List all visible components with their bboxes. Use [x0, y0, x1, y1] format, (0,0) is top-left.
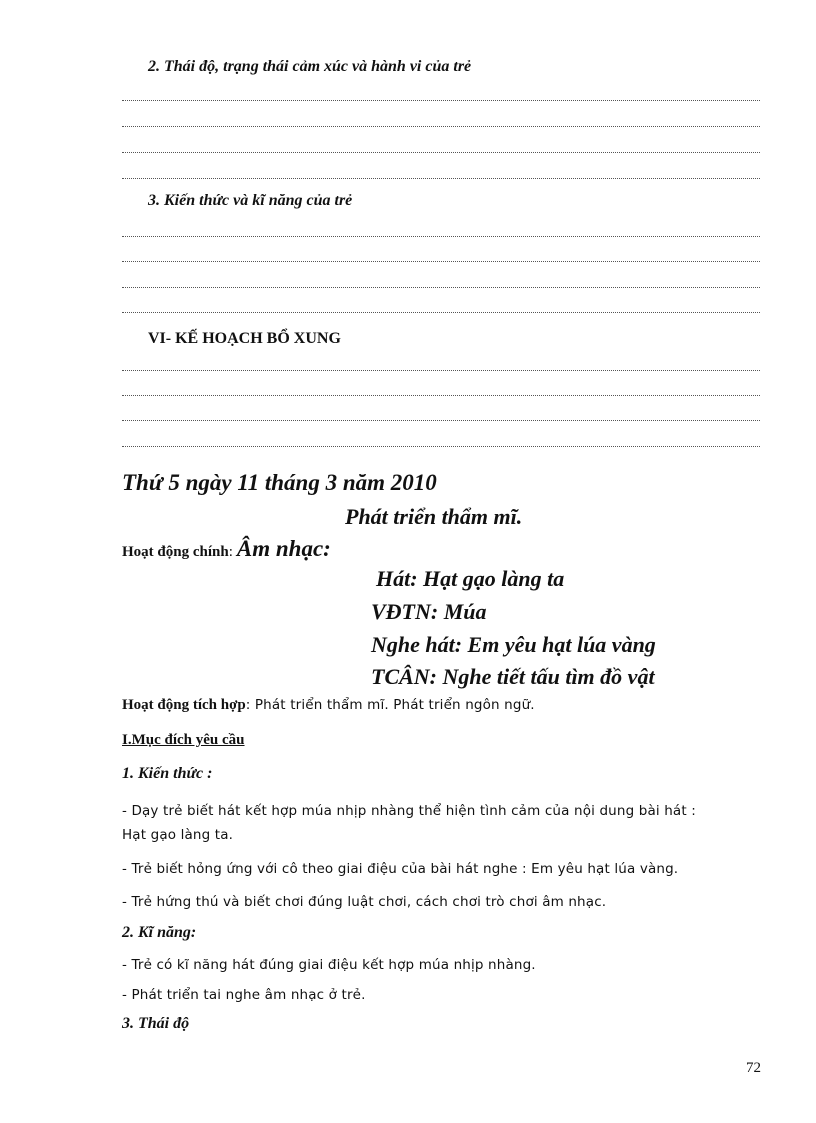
dotted-line	[122, 420, 760, 421]
dotted-line	[122, 126, 760, 127]
lesson-domain: Phát triển thẩm mĩ.	[345, 504, 523, 529]
integrated-activity-value: : Phát triển thẩm mĩ. Phát triển ngôn ngữ.	[245, 697, 535, 713]
dotted-line	[122, 312, 760, 313]
dotted-line	[122, 370, 760, 371]
skills-item: - Phát triển tai nghe âm nhạc ở trẻ.	[122, 987, 366, 1003]
section-6-title: VI- KẾ HOẠCH BỔ XUNG	[148, 330, 341, 347]
activity-item: VĐTN: Múa	[371, 599, 487, 624]
knowledge-item: - Trẻ biết hỏng ứng với cô theo giai điệu của bài hát nghe : Em yêu hạt lúa vàng.	[122, 861, 679, 877]
main-activity-value: Âm nhạc:	[236, 536, 331, 561]
section-3-title: 3. Kiến thức và kĩ năng của trẻ	[148, 192, 353, 209]
skills-item: - Trẻ có kĩ năng hát đúng giai điệu kết hợp múa nhịp nhàng.	[122, 957, 536, 973]
dotted-line	[122, 446, 760, 447]
section-2-title: 2. Thái độ, trạng thái cảm xúc và hành vi của trẻ	[148, 58, 472, 75]
dotted-line	[122, 261, 760, 262]
main-activity-sep: :	[228, 544, 233, 560]
knowledge-item: - Trẻ hứng thú và biết chơi đúng luật chơi, cách chơi trò chơi âm nhạc.	[122, 894, 607, 910]
knowledge-item: - Dạy trẻ biết hát kết hợp múa nhịp nhàng thể hiện tình cảm của nội dung bài hát :	[122, 803, 696, 819]
dotted-line	[122, 152, 760, 153]
activity-item: Hát: Hạt gạo làng ta	[376, 566, 565, 591]
main-activity-line	[122, 536, 331, 562]
dotted-line	[122, 287, 760, 288]
integrated-activity-line	[122, 696, 535, 714]
lesson-day: Thứ 5 ngày 11 tháng 3 năm 2010	[122, 470, 437, 495]
activity-item: TCÂN: Nghe tiết tấu tìm đồ vật	[371, 664, 655, 689]
dotted-line	[122, 395, 760, 396]
purpose-heading: I.Mục đích yêu cầu	[122, 732, 245, 748]
main-activity-label: Hoạt động chính	[122, 544, 229, 560]
integrated-activity-label: Hoạt động tích hợp	[122, 697, 246, 713]
attitude-heading: 3. Thái độ	[122, 1015, 190, 1032]
activity-item: Nghe hát: Em yêu hạt lúa vàng	[371, 632, 656, 657]
dotted-line	[122, 100, 760, 101]
knowledge-heading: 1. Kiến thức :	[122, 765, 213, 782]
skills-heading: 2. Kĩ năng:	[122, 924, 197, 941]
page-number: 72	[746, 1060, 761, 1076]
dotted-line	[122, 178, 760, 179]
knowledge-item: Hạt gạo làng ta.	[122, 827, 234, 843]
dotted-line	[122, 236, 760, 237]
